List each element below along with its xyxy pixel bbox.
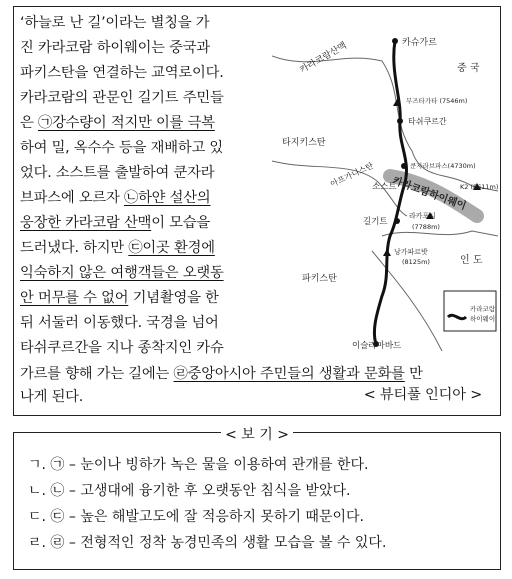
text-segment: 뒤 서둘러 이동했다. 국경을 넘어: [20, 315, 219, 331]
border-line: [372, 251, 442, 351]
border-line: [272, 56, 498, 191]
border-line: [382, 231, 498, 236]
passage-line: [20, 263, 224, 283]
passage-line: [20, 138, 223, 158]
passage-line: [20, 13, 209, 33]
bogi-item-2: ㄴ. ㉡ – 고생대에 융기한 후 오랫동안 침식을 받았다.: [28, 483, 351, 499]
text-segment: 파키스탄을 연결하는 교역로이다.: [20, 65, 224, 81]
map-label-afghanistan: 아프가니스탄: [329, 161, 375, 189]
city-dot: [401, 163, 407, 169]
map-label-china: 중 국: [457, 63, 480, 74]
text-segment: 이 모습을: [151, 215, 210, 231]
map-label-rakaposhi: 라카포시: [409, 212, 437, 220]
text-segment: 진 카라코람 하이웨이는 중국과: [20, 40, 210, 56]
city-dot: [394, 218, 400, 224]
city-dot: [397, 118, 403, 124]
text-segment: ‘하늘로 난 길’이라는 별칭을 가: [20, 15, 210, 31]
text-segment: 타쉬쿠르간을 지나 종착지인 카슈: [20, 340, 224, 356]
underlined-phrase: 웅장한 카라코람 산맥: [20, 215, 152, 231]
passage-line: [20, 113, 215, 133]
legend-label-2: 하이웨이: [470, 315, 496, 323]
underlined-phrase: ㉡하얀 설산의: [123, 190, 211, 206]
passage-box: [13, 6, 501, 416]
map-label-highway: 카라코람하이웨이: [390, 175, 468, 213]
bogi-box: [13, 427, 501, 570]
bogi-title: < 보 기 >: [14, 424, 500, 444]
map-label-gilgit: 길기트: [363, 217, 388, 227]
map-label-india: 인 도: [460, 255, 483, 266]
text-segment: 브파스에 오르자: [20, 190, 124, 206]
map-label-nanga-height: (8125m): [402, 258, 430, 266]
map-figure: [272, 11, 498, 351]
text-segment: 하여 밀, 옥수수 등을 재배하고 있: [20, 140, 224, 156]
text-segment: 만: [404, 366, 423, 382]
map-label-mustagh: 무즈타가타 (7546m): [406, 97, 468, 105]
bogi-item-4: ㄹ. ㉣ – 전형적인 정착 농경민족의 생활 모습을 볼 수 있다.: [28, 535, 387, 551]
underlined-phrase: ㉠강수량이 적지만 이를 극복: [37, 115, 215, 131]
passage-line: [20, 38, 210, 58]
passage-line: [20, 163, 214, 183]
map-label-islamabad: 이슬라마바드: [352, 341, 402, 351]
map-label-sost: 소스트: [372, 182, 397, 192]
map-label-kunjerab: 쿤자라브파스(4730m): [410, 162, 476, 170]
map-label-pakistan: 파키스탄: [302, 274, 337, 284]
legend-label-1: 카라코람: [470, 305, 496, 313]
text-segment: 었다. 소스트를 출발하여 쿤자라: [20, 165, 215, 181]
bogi-item-3: ㄷ. ㉢ – 높은 해발고도에 잘 적응하지 못하기 때문이다.: [28, 509, 364, 525]
map-label-kashgar: 카슈가르: [402, 38, 437, 48]
map-label-taxkorgan: 타쉬쿠르간: [408, 117, 447, 126]
passage-line: [20, 313, 219, 333]
highway-route: [374, 41, 406, 344]
passage-line: [20, 213, 210, 233]
passage-line: [20, 188, 210, 208]
passage-line: [20, 63, 224, 83]
map-label-rakaposhi-height: (7788m): [412, 223, 440, 231]
text-segment: 가르를 향해 가는 길에는: [20, 366, 174, 382]
bogi-item-1: ㄱ. ㉠ – 눈이나 빙하가 녹은 물을 이용하여 관개를 한다.: [28, 457, 369, 473]
underlined-phrase: 익숙하지 않은 여행객들은 오랫동: [20, 265, 224, 281]
passage-line: [20, 387, 83, 407]
text-segment: 카라코람의 관문인 길기트 주민들: [20, 90, 224, 106]
map-label-karakoram-range: 카라코람산맥: [298, 40, 349, 76]
underlined-phrase: ㉣중앙아시아 주민들의 생활과 문화를: [173, 366, 405, 382]
text-segment: 드러냈다. 하지만: [20, 240, 129, 256]
text-segment: 기념촬영을 한: [128, 290, 219, 306]
passage-line: [20, 338, 224, 358]
passage-line: [20, 288, 219, 308]
source-citation: < 뷰티풀 인디아 >: [363, 387, 482, 403]
peak-marker: [383, 249, 391, 256]
passage-line: [20, 238, 215, 258]
text-segment: 은: [20, 115, 38, 131]
underlined-phrase: ㉢이곳 환경에: [128, 240, 215, 256]
map-label-k2: K2 (8611m): [460, 183, 498, 191]
text-segment: 나게 된다.: [20, 389, 84, 405]
passage-line: [20, 364, 423, 384]
passage-line: [20, 88, 224, 108]
map-label-nanga: 낭가파르밧: [394, 248, 428, 256]
map-label-tajikistan: 타지키스탄: [282, 138, 326, 148]
underlined-phrase: 안 머무를 수 없어: [20, 290, 129, 306]
city-dot: [392, 38, 398, 44]
